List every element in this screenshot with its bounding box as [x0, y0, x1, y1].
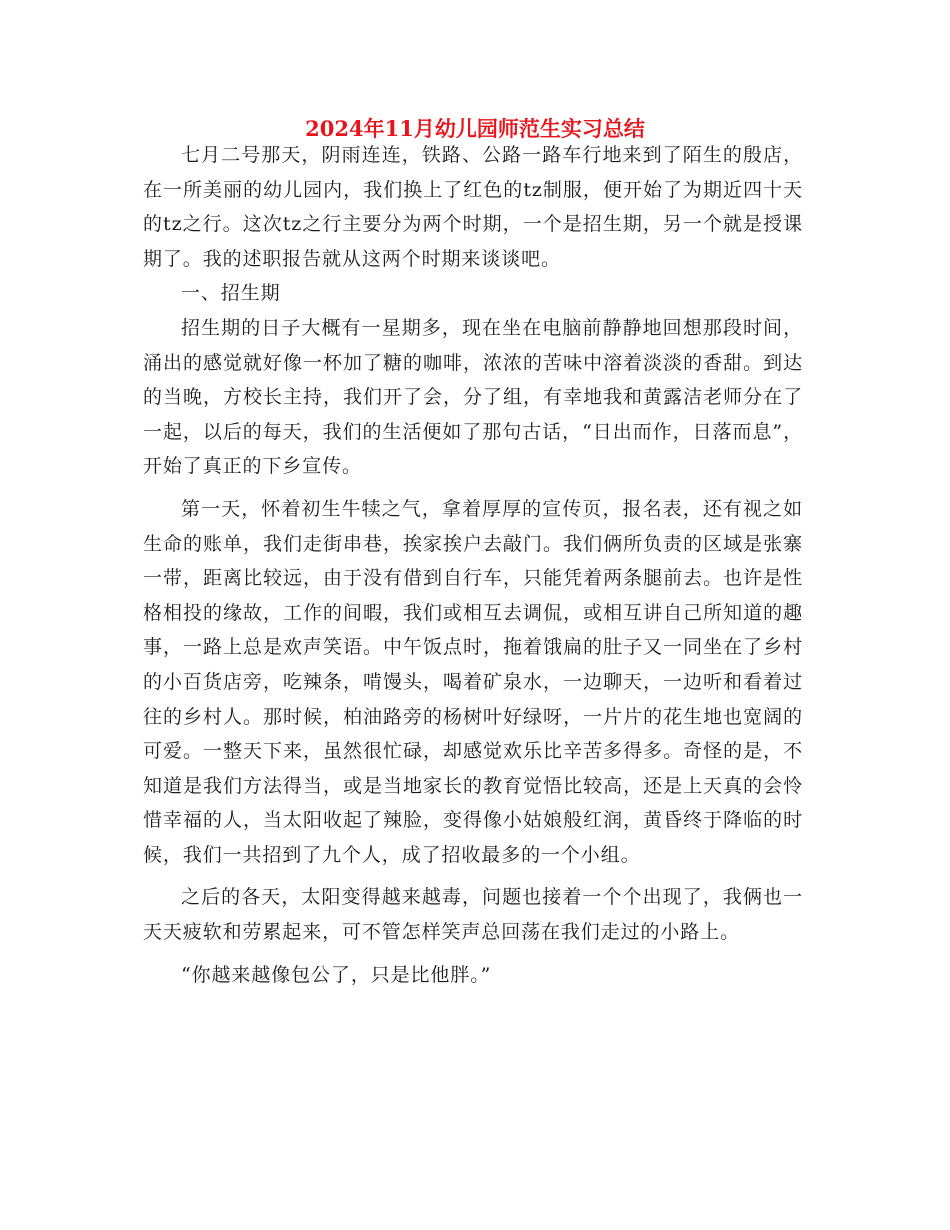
document-body: [143, 138, 803, 992]
document-title: 2024年11月幼儿园师范生实习总结: [305, 116, 645, 141]
paragraph-following-days: 之后的各天，太阳变得越来越毒，问题也接着一个个出现了，我俩也一天天疲软和劳累起来，可不管怎样笑声总回荡在我们走过的小路上。: [143, 886, 803, 944]
section-heading-enrollment: 一、招生期: [181, 282, 281, 305]
paragraph-quote: “你越来越像包公了，只是比他胖。”: [181, 963, 492, 986]
paragraph-enrollment-period: 招生期的日子大概有一星期多，现在坐在电脑前静静地回想那段时间，涌出的感觉就好像一杯加了糖的咖啡，浓浓的苦味中溶着淡淡的香甜。到达的当晚，方校长主持，我们开了会，分了组，有幸地我和黄露洁老师分在了一起，以后的每天，我们的生活便如了那句古话，“日出而作，日落而息”，开始了真正的下乡宣传。: [143, 316, 803, 478]
paragraph-first-day: 第一天，怀着初生牛犊之气，拿着厚厚的宣传页，报名表，还有视之如生命的账单，我们走街串巷，挨家挨户去敲门。我们俩所负责的区域是张寨一带，距离比较远，由于没有借到自行车，只能凭着两条腿前去。也许是性格相投的缘故，工作的间暇，我们或相互去调侃，或相互讲自己所知道的趣事，一路上总是欢声笑语。中午饭点时，拖着饿扁的肚子又一同坐在了乡村的小百货店旁，吃辣条，啃馒头，喝着矿泉水，一边聊天，一边听和看着过往的乡村人。那时候，柏油路旁的杨树叶好绿呀，一片片的花生地也宽阔的可爱。一整天下来，虽然很忙碌，却感觉欢乐比辛苦多得多。奇怪的是，不知道是我们方法得当，或是当地家长的教育觉悟比较高，还是上天真的会怜惜幸福的人，当太阳收起了辣脸，变得像小姑娘般红润，黄昏终于降临的时候，我们一共招到了九个人，成了招收最多的一个小组。: [143, 497, 803, 866]
paragraph-intro: 七月二号那天，阴雨连连，铁路、公路一路车行地来到了陌生的殷店，在一所美丽的幼儿园内，我们换上了红色的tz制服，便开始了为期近四十天的tz之行。这次tz之行主要分为两个时期，一个是招生期，另一个就是授课期了。我的述职报告就从这两个时期来谈谈吧。: [143, 144, 803, 270]
